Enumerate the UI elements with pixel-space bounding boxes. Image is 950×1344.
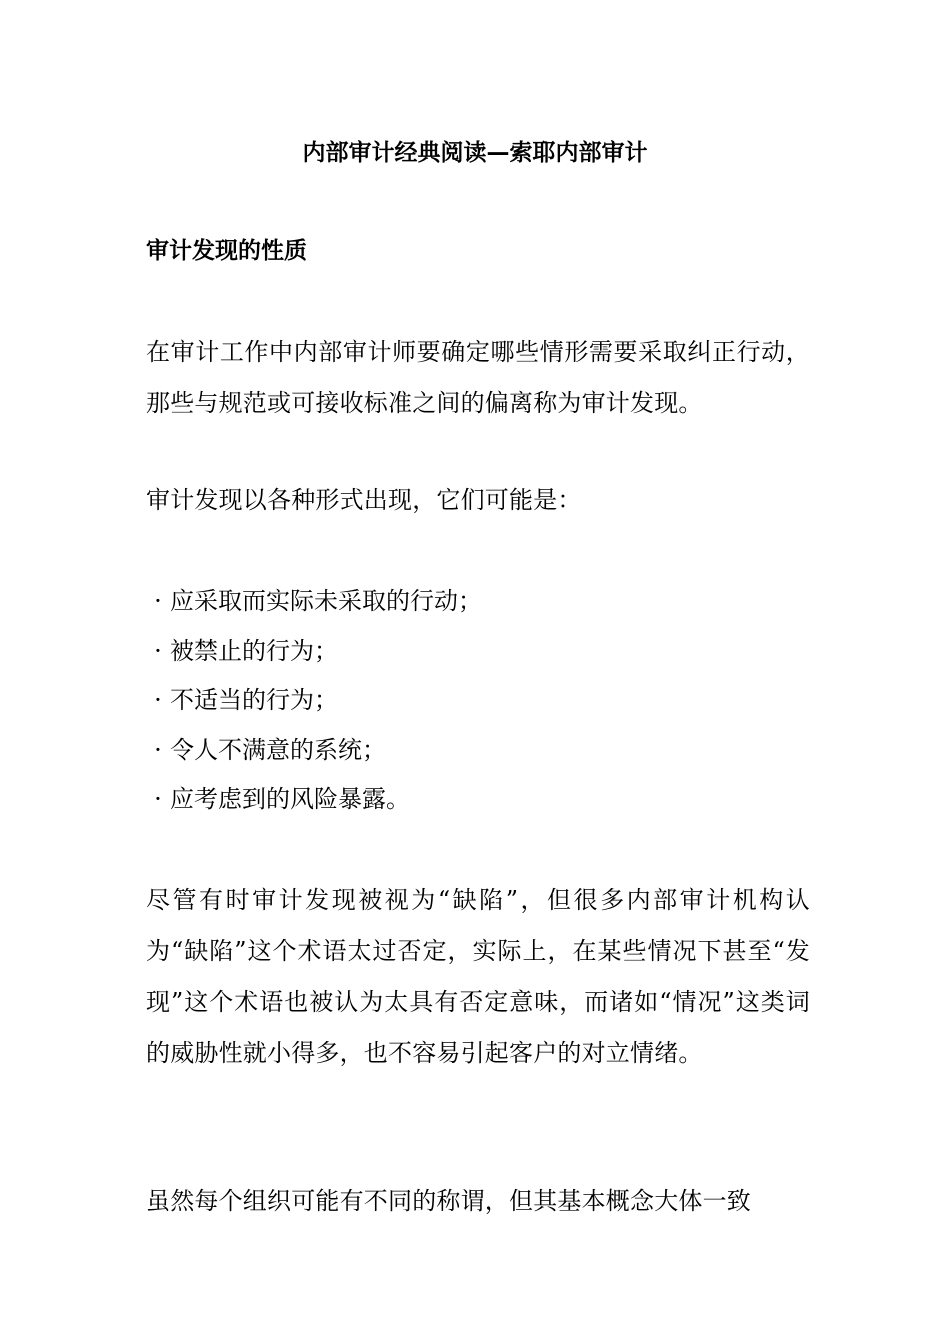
paragraph-audit-findings-definition: 在审计工作中内部审计师要确定哪些情形需要采取纠正行动，那些与规范或可接收标准之间的偏离称为审计发现。 bbox=[146, 338, 810, 417]
list-item-text: 令人不满意的系统； bbox=[170, 735, 386, 764]
bullet-point: · bbox=[154, 686, 162, 714]
list-item-text: 不适当的行为； bbox=[170, 686, 338, 714]
list-item bbox=[146, 775, 482, 825]
section-heading: 审计发现的性质 bbox=[146, 238, 307, 264]
findings-bullet-list bbox=[146, 577, 482, 825]
list-item bbox=[146, 577, 482, 627]
bullet-point: · bbox=[154, 735, 162, 764]
bullet-point: · bbox=[154, 636, 162, 665]
paragraph-findings-forms-intro: 审计发现以各种形式出现，它们可能是： bbox=[146, 486, 582, 514]
paragraph-terminology-discussion: 尽管有时审计发现被视为“缺陷”，但很多内部审计机构认为“缺陷”这个术语太过否定，实际上，在某些情况下甚至“发现”这个术语也被认为太具有否定意味，而诸如“情况”这类词的威胁性就小得多，也不容易引起客户的对立情绪。 bbox=[146, 886, 810, 1067]
bullet-point: · bbox=[154, 587, 162, 615]
list-item-text: 应采取而实际未采取的行动； bbox=[170, 587, 482, 615]
list-item bbox=[146, 627, 482, 677]
bullet-point: · bbox=[154, 785, 162, 813]
list-item bbox=[146, 726, 482, 776]
list-item-text: 被禁止的行为； bbox=[170, 636, 338, 665]
document-title: 内部审计经典阅读—索耶内部审计 bbox=[302, 140, 648, 166]
list-item bbox=[146, 676, 482, 726]
list-item-text: 应考虑到的风险暴露。 bbox=[170, 785, 410, 813]
paragraph-naming-conventions: 虽然每个组织可能有不同的称谓，但其基本概念大体一致 bbox=[146, 1187, 751, 1215]
